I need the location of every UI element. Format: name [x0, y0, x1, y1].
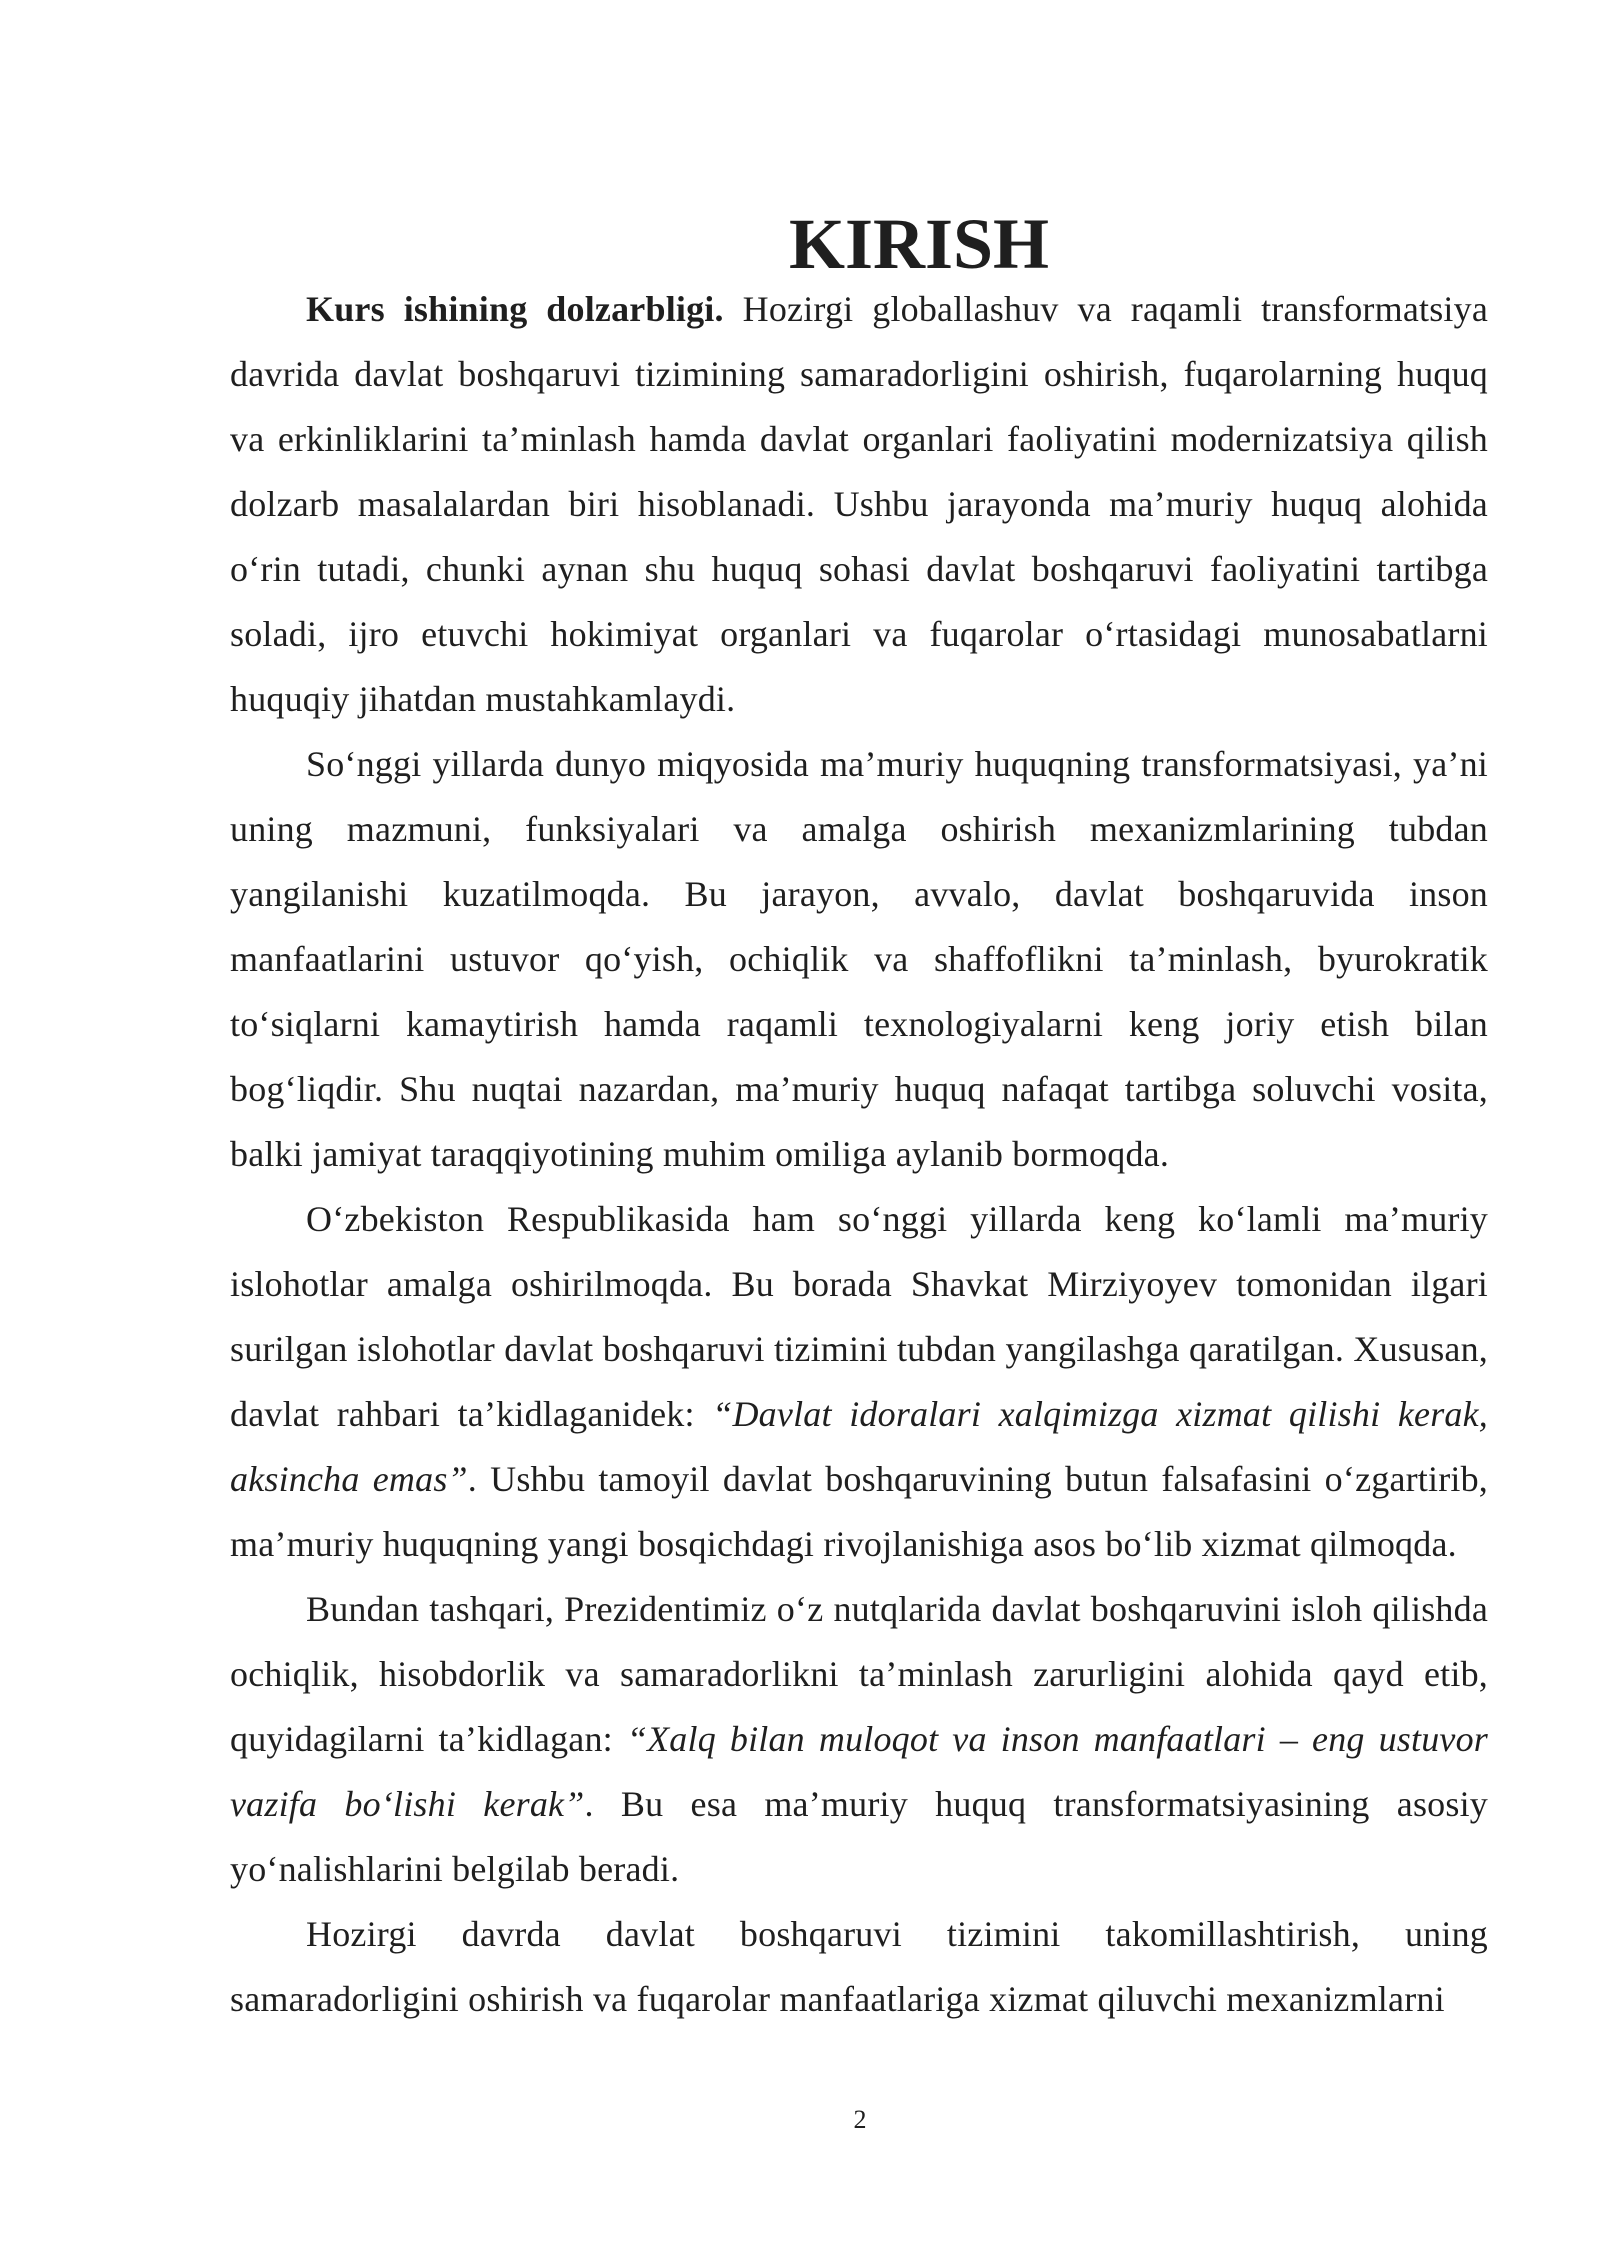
paragraph-global-transformation — [230, 732, 1488, 1187]
section-heading: KIRISH — [788, 204, 1050, 284]
quote-text: “Xalq bilan muloqot va inson manfaatlari – eng ustuvor vazifa bo‘lishi kerak” — [230, 1719, 1488, 1824]
paragraph-text: . Bu esa ma’muriy huquq transformatsiyasining asosiy yo‘nalishlarini belgilab beradi. — [230, 1784, 1488, 1889]
paragraph-relevance — [230, 277, 1488, 732]
paragraph-president-speech — [230, 1577, 1488, 1902]
paragraph-text: Bundan tashqari, Prezidentimiz o‘z nutqlarida davlat boshqaruvini isloh qilishda ochiqlik, hisobdorlik va samaradorlikni ta’minlash zarurligini alohida qayd etib, quyidagilarni ta’kidlagan: — [230, 1589, 1488, 1759]
page-body — [230, 204, 1489, 2032]
paragraph-uzbekistan-reforms — [230, 1187, 1488, 1577]
quote-text: “Davlat idoralari xalqimizga xizmat qilishi kerak, aksincha emas” — [230, 1394, 1488, 1499]
paragraph-current-period — [230, 1902, 1488, 2032]
paragraph-text: So‘nggi yillarda dunyo miqyosida ma’muriy huquqning transformatsiyasi, ya’ni uning mazmuni, funksiyalari va amalga oshirish mexanizmlarining tubdan yangilanishi kuzatilmoqda. Bu jarayon, avvalo, davlat boshqaruvida inson manfaatlarini ustuvor qo‘yish, ochiqlik va shaffoflikni ta’minlash, byurokratik to‘siqlarni kamaytirish hamda raqamli texnologiyalarni keng joriy etish bilan bog‘liqdir. Shu nuqtai nazardan, ma’muriy huquq nafaqat tartibga soluvchi vosita, balki jamiyat taraqqiyotining muhim omiliga aylanib bormoqda. — [230, 744, 1488, 1174]
paragraph-text: O‘zbekiston Respublikasida ham so‘nggi yillarda keng ko‘lamli ma’muriy islohotlar amalga oshirilmoqda. Bu borada Shavkat Mirziyoyev tomonidan ilgari surilgan islohotlar davlat boshqaruvi tizimini tubdan yangilashga qaratilgan. Xususan, davlat rahbari ta’kidlaganidek: — [230, 1199, 1488, 1434]
paragraph-lead: Kurs ishining dolzarbligi. — [306, 289, 724, 329]
paragraph-text: . Ushbu tamoyil davlat boshqaruvining butun falsafasini o‘zgartirib, ma’muriy huquqning yangi bosqichdagi rivojlanishiga asos bo‘lib xizmat qilmoqda. — [230, 1459, 1489, 1564]
page-number: 2 — [853, 2105, 867, 2134]
paragraph-text: Hozirgi davrda davlat boshqaruvi tizimini takomillashtirish, uning samaradorligini oshirish va fuqarolar manfaatlariga xizmat qiluvchi mexanizmlarni — [230, 1914, 1488, 2019]
paragraph-text: Hozirgi globallashuv va raqamli transformatsiya davrida davlat boshqaruvi tizimining samaradorligini oshirish, fuqarolarning huquq va erkinliklarini ta’minlash hamda davlat organlari faoliyatini modernizatsiya qilish dolzarb masalalardan biri hisoblanadi. Ushbu jarayonda ma’muriy huquq alohida o‘rin tutadi, chunki aynan shu huquq sohasi davlat boshqaruvi faoliyatini tartibga soladi, ijro etuvchi hokimiyat organlari va fuqarolar o‘rtasidagi munosabatlarni huquqiy jihatdan mustahkamlaydi. — [230, 289, 1488, 719]
